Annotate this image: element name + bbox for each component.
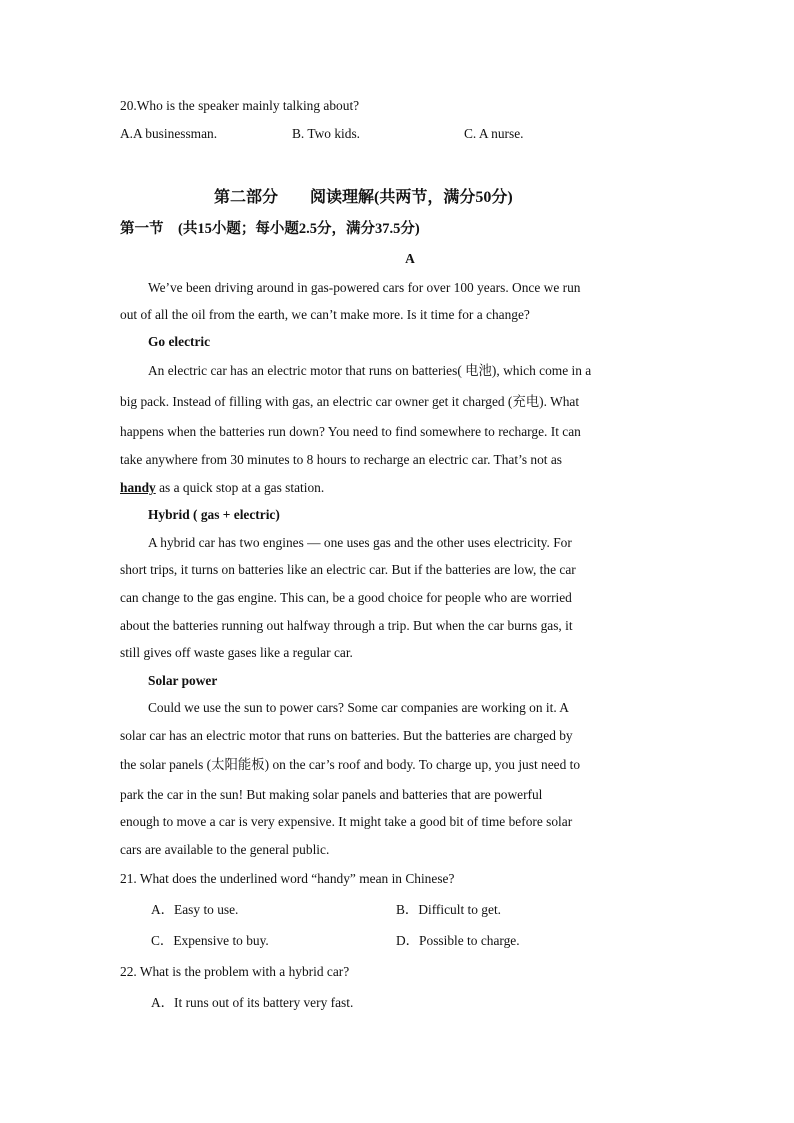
- passage-line: short trips, it turns on batteries like an electric car. But if the batteries are low, the car: [120, 562, 576, 577]
- passage-line: solar car has an electric motor that runs on batteries. But the batteries are charged by: [120, 728, 573, 743]
- question-20-option-a: A.A businessman.: [120, 126, 218, 141]
- passage-line: can change to the gas engine. This can, be a good choice for people who are worried: [120, 590, 572, 605]
- question-20-option-b: B. Two kids.: [292, 126, 361, 141]
- question-20-stem: 20.Who is the speaker mainly talking about?: [120, 98, 360, 113]
- passage-line: A hybrid car has two engines — one uses gas and the other uses electricity. For: [148, 535, 572, 550]
- passage-line: We’ve been driving around in gas-powered cars for over 100 years. Once we run: [148, 280, 581, 295]
- passage-line: cars are available to the general public.: [120, 842, 330, 857]
- question-22-option-a: A．It runs out of its battery very fast.: [151, 995, 354, 1010]
- question-21-stem: 21. What does the underlined word “handy” mean in Chinese?: [120, 871, 455, 886]
- passage-line: park the car in the sun! But making solar panels and batteries that are powerful: [120, 787, 543, 802]
- section-one-title: 第一节 (共15小题；每小题2.5分，满分37.5分): [120, 221, 420, 237]
- question-21-option-d: D．Possible to charge.: [396, 933, 520, 948]
- hybrid-heading: Hybrid ( gas + electric): [148, 507, 280, 522]
- passage-line: An electric car has an electric motor that runs on batteries( 电池), which come in a: [148, 363, 592, 378]
- go-electric-heading: Go electric: [148, 334, 211, 349]
- passage-line: happens when the batteries run down? You need to find somewhere to recharge. It can: [120, 424, 581, 439]
- underlined-word-handy: handy: [120, 480, 156, 495]
- passage-line-rest: as a quick stop at a gas station.: [155, 480, 325, 495]
- passage-line: take anywhere from 30 minutes to 8 hours to recharge an electric car. That’s not as: [120, 452, 562, 467]
- question-21-option-a: A．Easy to use.: [151, 902, 239, 917]
- passage-line: out of all the oil from the earth, we can’t make more. Is it time for a change?: [120, 307, 530, 322]
- passage-line: big pack. Instead of filling with gas, an electric car owner get it charged (充电). What: [120, 394, 580, 409]
- passage-line: [120, 479, 324, 497]
- passage-line: still gives off waste gases like a regular car.: [120, 645, 353, 660]
- passage-line: the solar panels (太阳能板) on the car’s roof and body. To charge up, you just need to: [120, 757, 581, 772]
- passage-line: about the batteries running out halfway through a trip. But when the car burns gas, it: [120, 618, 573, 633]
- question-21-option-b: B．Difficult to get.: [396, 902, 502, 917]
- question-22-stem: 22. What is the problem with a hybrid car?: [120, 964, 350, 979]
- passage-line: Could we use the sun to power cars? Some car companies are working on it. A: [148, 700, 569, 715]
- part-two-title: 第二部分 阅读理解(共两节，满分50分): [214, 189, 513, 206]
- passage-line: enough to move a car is very expensive. It might take a good bit of time before solar: [120, 814, 573, 829]
- question-21-option-c: C．Expensive to buy.: [151, 933, 269, 948]
- question-20-option-c: C. A nurse.: [464, 126, 524, 141]
- passage-label: A: [405, 251, 415, 266]
- solar-heading: Solar power: [148, 673, 218, 688]
